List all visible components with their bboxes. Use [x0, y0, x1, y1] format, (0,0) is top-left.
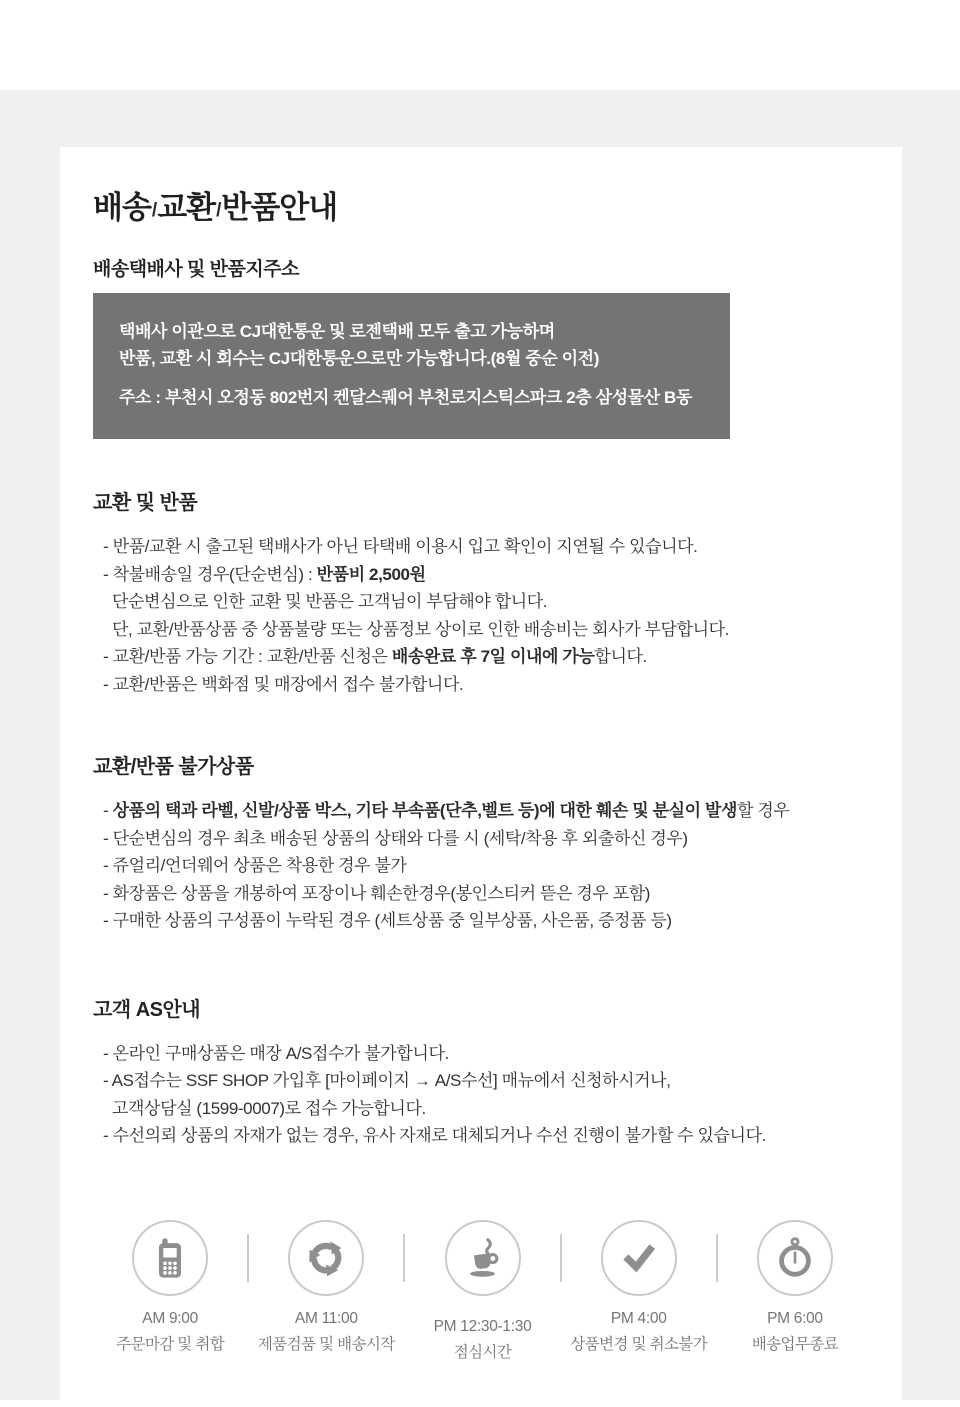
timeline-label: 주문마감 및 취합	[116, 1335, 225, 1353]
shipping-address-heading: 배송택배사 및 반품지주소	[93, 259, 299, 280]
list-item: - 교환/반품 가능 기간 : 교환/반품 신청은 배송완료 후 7일 이내에 가능합니다.	[103, 647, 647, 666]
section-exchange-return	[93, 486, 872, 698]
check-icon	[601, 1220, 677, 1296]
timeline-item-end-of-day	[718, 1220, 872, 1354]
title-slash: /	[216, 200, 221, 221]
list-item: - 쥬얼리/언더웨어 상품은 착용한 경우 불가	[103, 856, 407, 875]
list-item: - 수선의뢰 상품의 자재가 없는 경우, 유사 자재로 대체되거나 수선 진행이 불가할 수 있습니다.	[103, 1126, 766, 1145]
phone-icon	[132, 1220, 208, 1296]
timeline-time: PM 12:30-1:30	[433, 1317, 532, 1335]
list-item: 단, 교환/반품상품 중 상품불량 또는 상품정보 상이로 인한 배송비는 회사가 부담합니다.	[112, 619, 729, 639]
timeline-item-lunch	[405, 1220, 559, 1362]
notice-line: 택배사 이관으로 CJ대한통운 및 로젠택배 모두 출고 가능하며	[119, 322, 555, 341]
top-white-strip	[0, 0, 960, 90]
page-title	[93, 182, 872, 227]
recycle-icon	[288, 1220, 364, 1296]
timeline-time: PM 6:00	[767, 1309, 823, 1327]
timeline-time: PM 4:00	[610, 1309, 667, 1327]
title-slash: /	[151, 200, 157, 221]
stopwatch-icon	[757, 1220, 833, 1296]
notice-line: 반품, 교환 시 회수는 CJ대한통운으로만 가능합니다.(8월 중순 이전)	[119, 349, 599, 368]
not-allowed-heading: 교환/반품 불가상품	[93, 756, 254, 778]
list-item: 고객상담실 (1599-0007)로 접수 가능합니다.	[112, 1098, 426, 1118]
timeline-item-order-close	[93, 1220, 247, 1354]
return-address: 주소 : 부천시 오정동 802번지 켄달스퀘어 부천로지스틱스파크 2층 삼성물산 B동	[119, 388, 692, 407]
list-item: - AS접수는 SSF SHOP 가입후 [마이페이지 → A/S수선] 매뉴에서 신청하시거나,	[103, 1071, 671, 1090]
coffee-icon	[445, 1220, 521, 1296]
list-item: - 반품/교환 시 출고된 택배사가 아닌 타택배 이용시 입고 확인이 지연될 수 있습니다.	[103, 537, 698, 556]
customer-as-heading: 고객 AS안내	[93, 998, 201, 1021]
content-card	[60, 147, 902, 1407]
timeline-time: AM 9:00	[142, 1309, 198, 1327]
timeline-label: 상품변경 및 취소불가	[570, 1335, 708, 1353]
section-customer-as	[93, 993, 872, 1150]
customer-as-list	[103, 1040, 872, 1150]
shipping-notice-box	[93, 293, 730, 439]
timeline-time: AM 11:00	[294, 1309, 358, 1327]
exchange-return-list	[103, 533, 872, 698]
list-item: - 구매한 상품의 구성품이 누락된 경우 (세트상품 중 일부상품, 사은품, 증정품 등)	[103, 911, 672, 930]
page-background	[0, 90, 960, 1400]
timeline-label: 점심시간	[453, 1343, 512, 1361]
delivery-timeline	[93, 1220, 872, 1362]
list-item: - 단순변심의 경우 최초 배송된 상품의 상태와 다를 시 (세탁/착용 후 외출하신 경우)	[103, 828, 688, 848]
list-item: - 상품의 택과 라벨, 신발/상품 박스, 기타 부속품(단추,벨트 등)에 대한 훼손 및 분실이 발생할 경우	[103, 801, 790, 820]
title-segment: 반품안내	[221, 190, 338, 225]
timeline-label: 배송업무종료	[751, 1335, 839, 1353]
list-item: 단순변심으로 인한 교환 및 반품은 고객님이 부담해야 합니다.	[112, 592, 548, 611]
timeline-item-no-cancel	[562, 1220, 716, 1354]
title-segment: 배송	[93, 190, 151, 225]
section-not-allowed	[93, 750, 872, 935]
exchange-return-heading: 교환 및 반품	[93, 492, 198, 514]
timeline-item-inspection	[249, 1220, 403, 1354]
not-allowed-list	[103, 797, 872, 935]
list-item: - 착불배송일 경우(단순변심) : 반품비 2,500원	[103, 564, 426, 584]
list-item: - 화장품은 상품을 개봉하여 포장이나 훼손한경우(봉인스티커 뜯은 경우 포함)	[103, 883, 651, 903]
title-segment: 교환	[157, 190, 216, 225]
list-item: - 온라인 구매상품은 매장 A/S접수가 불가합니다.	[103, 1043, 449, 1063]
list-item: - 교환/반품은 백화점 및 매장에서 접수 불가합니다.	[103, 674, 464, 694]
timeline-label: 제품검품 및 배송시작	[257, 1335, 395, 1353]
